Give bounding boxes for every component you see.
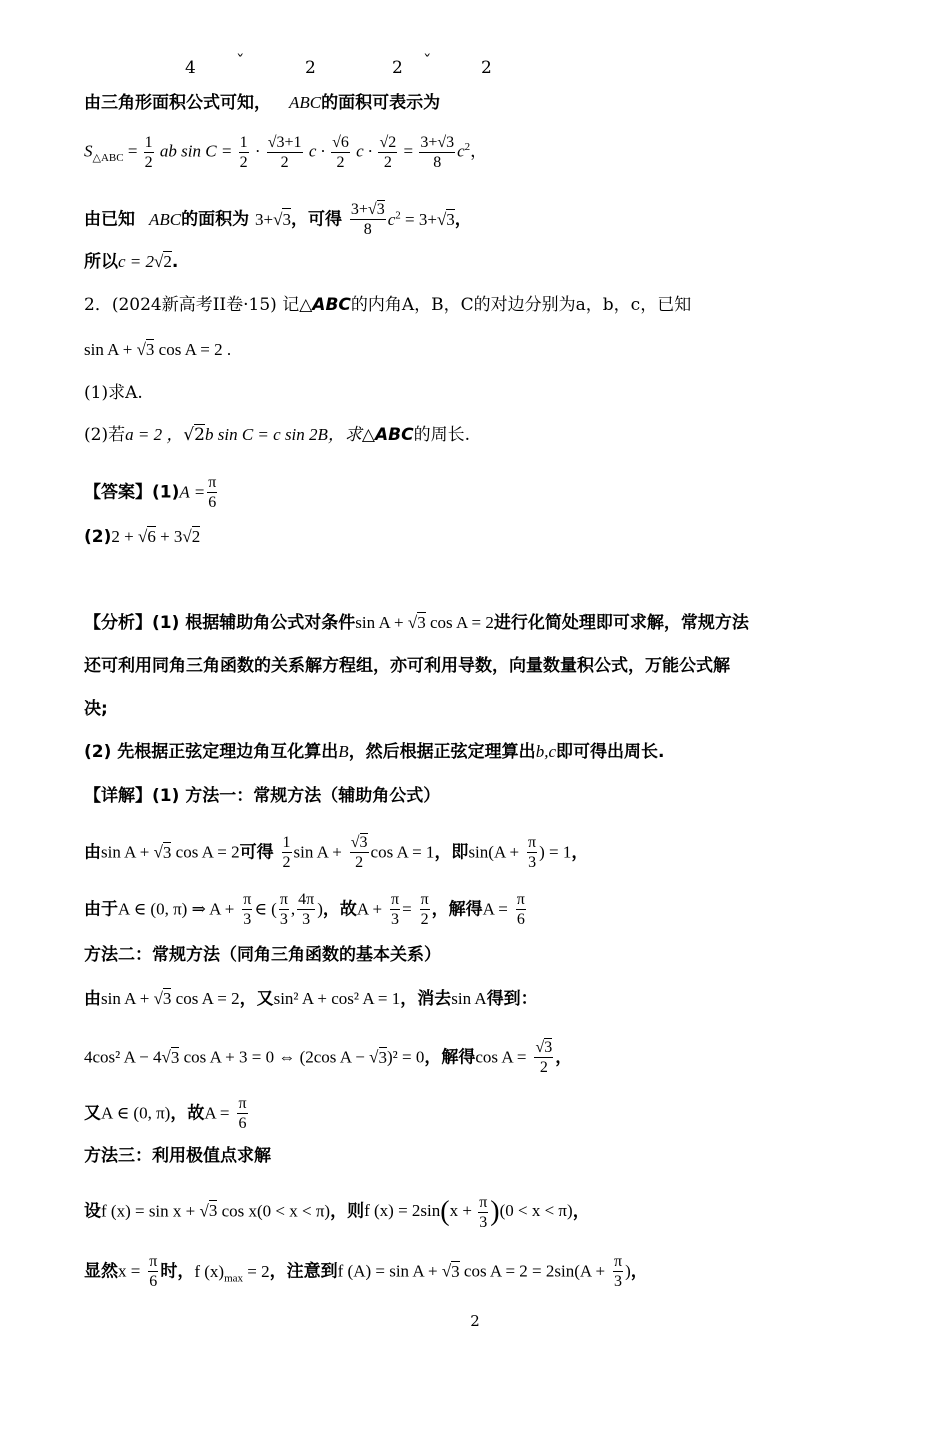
fragment-caron-2: ˇ xyxy=(423,52,432,72)
fragment-2a: 2 xyxy=(305,58,316,78)
paragraph-result-c: 所以c = 2√2. xyxy=(84,252,179,272)
answer-1: 【答案】(1)A = $\frac{\pi}{6}$ xyxy=(84,474,217,511)
fragment-caron: ˇ xyxy=(236,52,245,72)
detail-method3-function: 设f (x) = sin x + √3 cos x(0 < x < π)，则f (x) = 2sin(x + $\frac{\pi}{3}$ )(0 < x < π)， xyxy=(84,1194,590,1231)
detail-method1-eq: 由sin A + √3 cos A = 2可得 $\frac{1}{2}$ sin A + $\frac{√3}{2}$ cos A = 1，即sin(A + $\frac{\pi}{3}$ ) = 1， xyxy=(84,834,589,871)
analysis-line-3: 决; xyxy=(84,699,108,719)
paragraph-area-formula: 由三角形面积公式可知， ABC的面积可表示为 xyxy=(84,93,441,113)
answer-2: (2)2 + √6 + 3√2 xyxy=(84,527,201,547)
analysis-line-4: (2) 先根据正弦定理边角互化算出B，然后根据正弦定理算出b,c即可得出周长. xyxy=(84,742,665,762)
detail-method3-extremum: 显然x = $\frac{\pi}{6}$ 时，f $(x)_{max} = 2$，注意到f (A) = sin A + √3 cos A = 2 = 2sin(A + $\frac{\pi}{3}$ )， xyxy=(84,1253,648,1290)
analysis-line-1: 【分析】(1) 根据辅助角公式对条件sin A + √3 cos A = 2进行化简处理即可求解，常规方法 xyxy=(84,613,749,633)
question-2-part2: (2)若a = 2 ，√2b sin C = c sin 2B，求△ABC的周长. xyxy=(84,425,470,445)
question-2-stem: 2．(2024新高考II卷·15) 记△ABC的内角A，B，C的对边分别为a，b，c，已知 xyxy=(84,295,692,315)
question-2-part1: (1)求A. xyxy=(84,383,143,403)
detail-method2-quadratic: 4cos² A − 4√3 cos A + 3 = 0 ⇔ (2cos A − √3)² = 0，解得cos A = $\frac{√3}{2}$ ， xyxy=(84,1039,573,1076)
analysis-line-2: 还可利用同角三角函数的关系解方程组，亦可利用导数，向量数量积公式，万能公式解 xyxy=(84,656,730,676)
fragment-2b: 2 xyxy=(392,58,403,78)
equation-area: $S_{\triangle ABC}$ = $\frac{1}{2}$ ab sin C = $\frac{1}{2}$ · $\frac{√3+1}{2}$ c · $\frac{√6}{2}$ c · $\frac{√2}{2}$ = $\frac{3+√3}{8}$ $c^2$， xyxy=(84,134,488,171)
detail-method2-heading: 方法二：常规方法（同角三角函数的基本关系） xyxy=(84,945,441,965)
detail-method1-range: 由于A ∈ (0, π) ⇒ A + $\frac{\pi}{3}$ ∈ ( $\frac{\pi}{3}$ , $\frac{4\pi}{3}$ )，故A + $\frac{\pi}{3}$ = $\frac{\pi}{2}$ ，解得A = $\frac{\pi}{6}$ xyxy=(84,891,525,928)
detail-method2-result: 又A ∈ (0, π)，故A = $\frac{\pi}{6}$ xyxy=(84,1095,247,1132)
page-number: 2 xyxy=(470,1312,480,1330)
paragraph-known-area: 由已知 ABC的面积为 3+√3，可得 $\frac{3+√3}{8}$ $c^2 = 3+√3$， xyxy=(84,201,472,238)
fragment-4: 4 xyxy=(185,58,196,78)
fragment-2c: 2 xyxy=(481,58,492,78)
detail-heading: 【详解】(1) 方法一：常规方法（辅助角公式） xyxy=(84,786,441,806)
detail-method2-eq: 由sin A + √3 cos A = 2，又sin² A + cos² A = 1，消去sin A得到： xyxy=(84,989,538,1009)
question-2-condition: sin A + √3 cos A = 2 . xyxy=(84,340,232,359)
detail-method3-heading: 方法三：利用极值点求解 xyxy=(84,1146,271,1166)
